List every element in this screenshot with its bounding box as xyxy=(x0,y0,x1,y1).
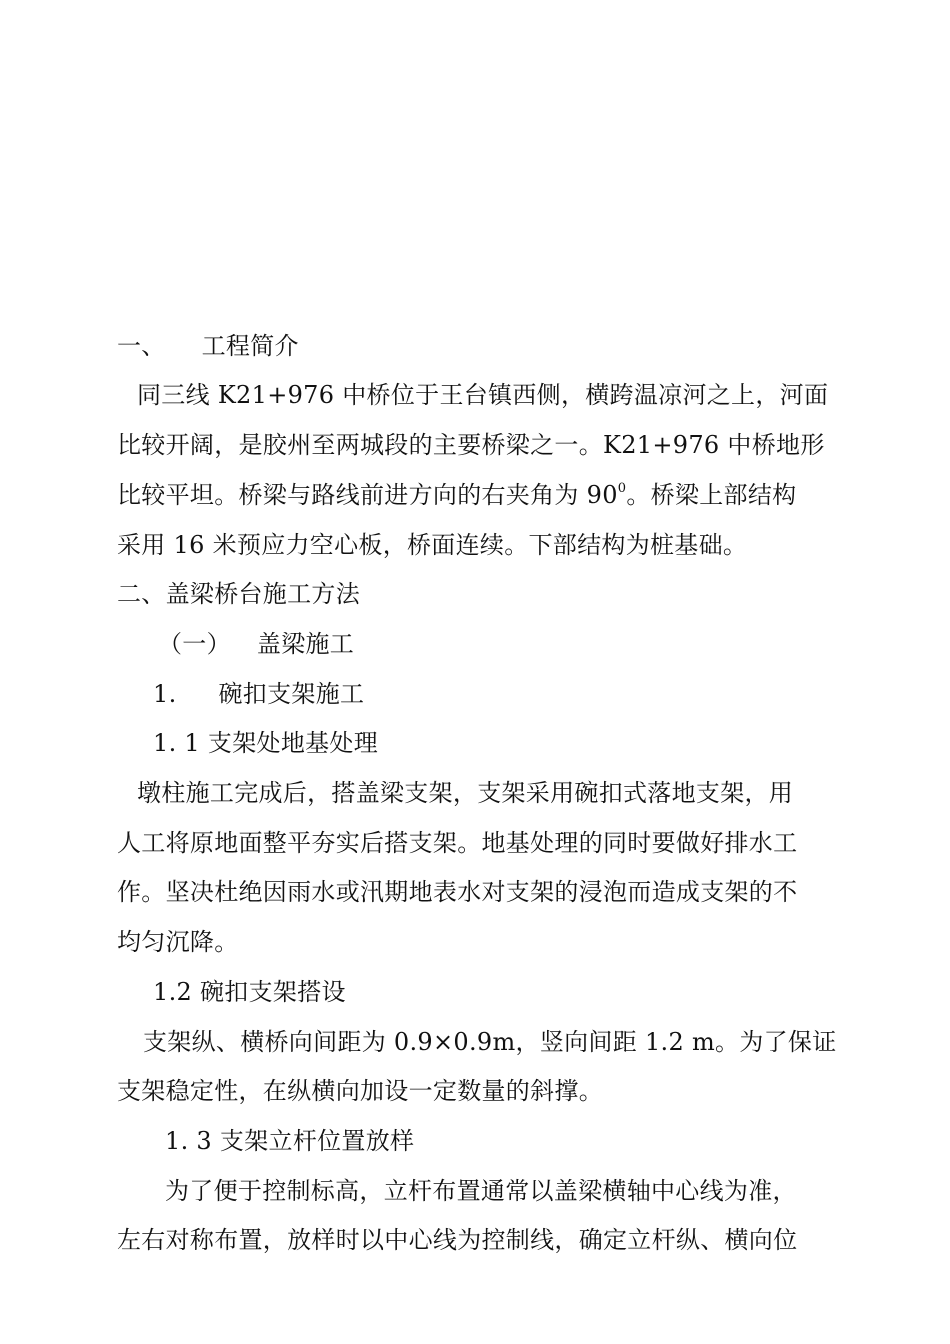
section-2-heading: 二、盖梁桥台施工方法 xyxy=(117,580,360,608)
item-subheading: 1. 1 支架处地基处理 xyxy=(153,729,379,757)
superscript: 0 xyxy=(617,481,627,496)
paragraph-line: 同三线 K21+976 中桥位于王台镇西侧，横跨温凉河之上，河面 xyxy=(137,381,829,409)
subsection-number: （一） xyxy=(158,630,231,658)
paragraph-text: 比较平坦。桥梁与路线前进方向的右夹角为 90 xyxy=(117,481,618,509)
subsection-heading xyxy=(158,628,878,660)
paragraph-line: 支架纵、横桥向间距为 0.9×0.9m，竖向间距 1.2 m。为了保证 xyxy=(143,1028,837,1056)
paragraph-line: 采用 16 米预应力空心板，桥面连续。下部结构为桩基础。 xyxy=(117,531,748,559)
paragraph-line: 比较开阔，是胶州至两城段的主要桥梁之一。K21+976 中桥地形 xyxy=(117,431,825,459)
paragraph-text: 。桥梁上部结构 xyxy=(626,481,797,509)
paragraph-line: 人工将原地面整平夯实后搭支架。地基处理的同时要做好排水工 xyxy=(117,829,798,857)
subsection-title: 盖梁施工 xyxy=(256,630,355,658)
item-title: 碗扣支架施工 xyxy=(218,680,365,708)
paragraph-line: 作。坚决杜绝因雨水或汛期地表水对支架的浸泡而造成支架的不 xyxy=(117,878,798,906)
section-1-heading xyxy=(117,330,837,362)
item-subheading: 1.2 碗扣支架搭设 xyxy=(153,978,346,1006)
section-1-title: 工程简介 xyxy=(201,332,299,360)
paragraph-line: 左右对称布置，放样时以中心线为控制线，确定立杆纵、横向位 xyxy=(117,1226,798,1254)
item-heading xyxy=(153,678,873,710)
item-subheading: 1. 3 支架立杆位置放样 xyxy=(165,1127,415,1155)
item-number: 1. xyxy=(153,680,177,708)
paragraph-line: 支架稳定性，在纵横向加设一定数量的斜撑。 xyxy=(117,1077,603,1105)
section-1-number: 一、 xyxy=(117,332,166,360)
paragraph-line: 为了便于控制标高，立杆布置通常以盖梁横轴中心线为准， xyxy=(165,1177,797,1205)
paragraph-line: 均匀沉降。 xyxy=(117,928,239,956)
paragraph-line: 墩柱施工完成后，搭盖梁支架，支架采用碗扣式落地支架，用 xyxy=(137,779,794,807)
paragraph-line xyxy=(117,479,837,511)
